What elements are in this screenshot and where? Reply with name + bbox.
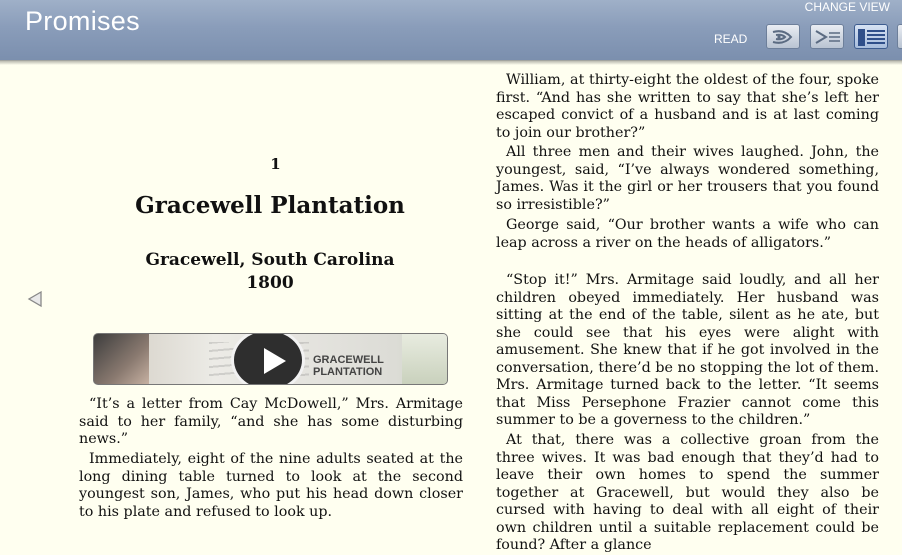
text-view-button[interactable] [854, 24, 888, 49]
app-title: Promises [25, 6, 140, 36]
play-icon [264, 348, 286, 374]
paragraph: “It’s a letter from Cay McDowell,” Mrs. Armitage said to her family, “and she has some disturbing news.” [79, 396, 463, 447]
video-title: GRACEWELL PLANTATION [313, 354, 384, 378]
paragraph: Immediately, eight of the nine adults seated at the long dining table turned to look at the second youngest son, James, who put his head down closer to his plate and refused to look up. [79, 451, 463, 520]
read-label: READ [714, 32, 748, 46]
audio-view-button[interactable] [766, 24, 800, 49]
paragraph: At that, there was a collective groan from the three wives. It was bad enough that they’d had to leave their own homes to spend the summer together at Gracewell, but would they also be cursed with having to deal with all eight of their own children until a suitable replacement could be found? After a glance [496, 432, 879, 553]
paragraph: “Stop it!” Mrs. Armitage said loudly, and all her children obeyed immediately. Her husband was sitting at the end of the table, silent as he ate, but she could see that his eyes were alight with amusement. She knew that if he got involved in the conversation, there’d be no stopping the lot of them. Mrs. Armitage turned back to the letter. “It seems that Miss Persephone Frazier cannot come this summer to be a governess to the children.” [496, 272, 879, 428]
chapter-title: Gracewell Plantation [135, 192, 405, 219]
chapter-place: Gracewell, South Carolina [145, 250, 395, 270]
paragraph: George said, “Our brother wants a wife who can leap across a river on the heads of alligators.” [496, 217, 879, 251]
top-toolbar [0, 0, 902, 61]
video-player[interactable] [93, 333, 448, 385]
audio-view-icon [767, 25, 801, 50]
toolbar-shadow [0, 60, 902, 65]
read-along-view-icon [811, 25, 845, 50]
read-along-view-button[interactable] [810, 24, 844, 49]
chapter-number: 1 [270, 155, 281, 173]
chapter-year: 1800 [246, 273, 294, 293]
change-view-label: CHANGE VIEW [804, 0, 890, 14]
paragraph: All three men and their wives laughed. John, the youngest, said, “I’ve always wondered something, James. Was it the girl or her trousers that you found so irresistible?” [496, 144, 879, 213]
extra-view-button[interactable] [897, 24, 902, 49]
paragraph: William, at thirty-eight the oldest of the four, spoke first. “And has she written to say that she’s left her escaped convict of a husband and is at last coming to join our brother?” [496, 72, 879, 141]
text-view-icon [855, 25, 889, 50]
previous-page-arrow-icon[interactable] [26, 290, 44, 308]
video-thumbnail-hand [94, 334, 149, 385]
